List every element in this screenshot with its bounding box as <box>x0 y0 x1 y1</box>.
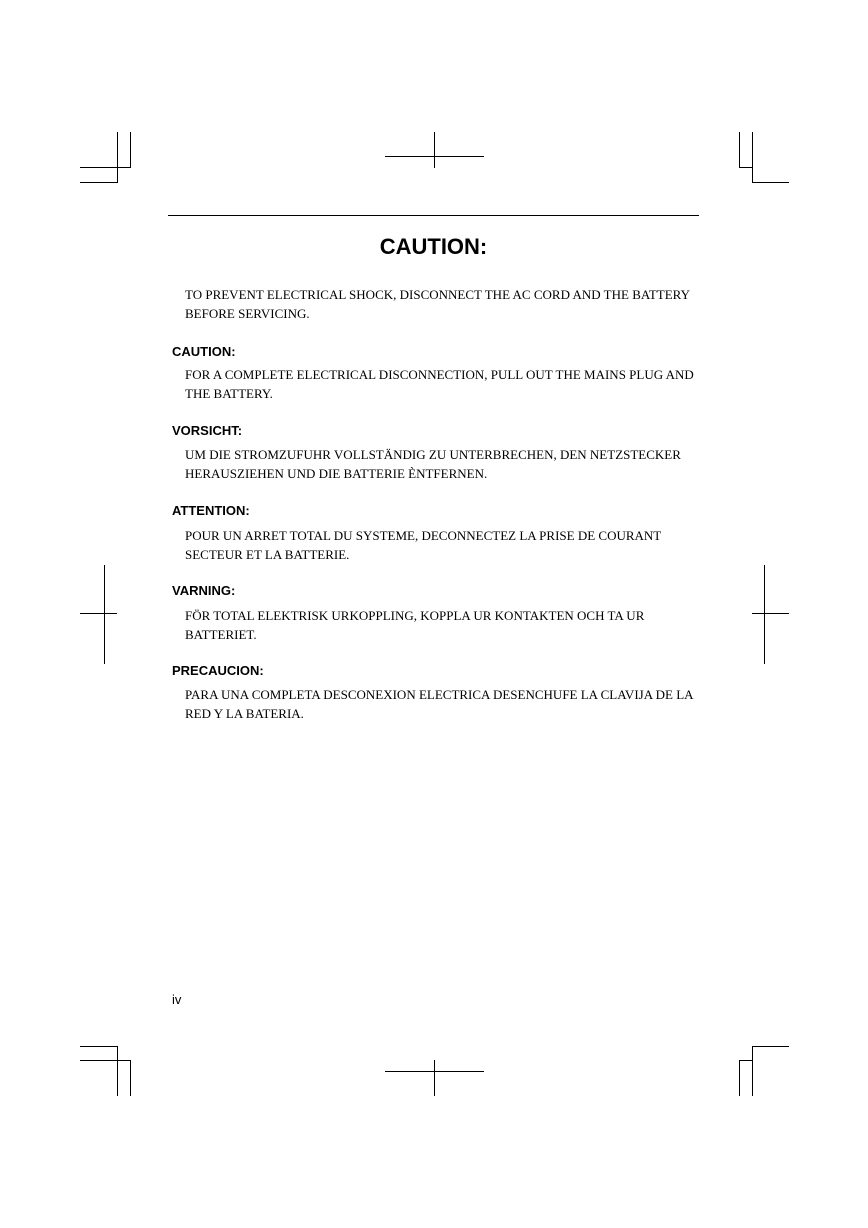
header-rule <box>168 215 699 216</box>
crop-mark <box>752 1046 789 1047</box>
section-heading-varning: VARNING: <box>172 583 236 598</box>
section-heading-caution: CAUTION: <box>172 344 236 359</box>
page-number: iv <box>172 992 182 1007</box>
section-heading-precaucion: PRECAUCION: <box>172 663 264 678</box>
page-title: CAUTION: <box>379 234 488 259</box>
section-heading-vorsicht: VORSICHT: <box>172 423 243 438</box>
crop-mark <box>80 1060 131 1061</box>
crop-mark <box>752 182 789 183</box>
crop-mark <box>117 1046 118 1096</box>
registration-mark <box>764 565 765 664</box>
crop-mark <box>130 1060 131 1096</box>
section-body-attention: POUR UN ARRET TOTAL DU SYSTEME, DECONNECTEZ LA PRISE DE COURANT SECTEUR ET LA BATTERIE. <box>185 528 662 562</box>
section-body-caution: FOR A COMPLETE ELECTRICAL DISCONNECTION, PULL OUT THE MAINS PLUG AND THE BATTERY. <box>185 367 694 401</box>
crop-mark <box>739 1060 753 1061</box>
registration-mark <box>104 565 105 664</box>
registration-mark <box>752 613 789 614</box>
section-heading-attention: ATTENTION: <box>172 503 250 518</box>
crop-mark <box>739 1060 740 1096</box>
crop-mark <box>752 1046 753 1096</box>
registration-mark <box>80 613 117 614</box>
registration-mark <box>434 132 435 168</box>
crop-mark <box>752 132 753 182</box>
intro-paragraph: TO PREVENT ELECTRICAL SHOCK, DISCONNECT THE AC CORD AND THE BATTERY BEFORE SERVICING. <box>185 287 690 321</box>
section-body-precaucion: PARA UNA COMPLETA DESCONEXION ELECTRICA DESENCHUFE LA CLAVIJA DE LA RED Y LA BATERIA. <box>185 687 693 721</box>
crop-mark <box>739 167 753 168</box>
crop-mark <box>117 132 118 182</box>
crop-mark <box>739 132 740 168</box>
registration-mark <box>434 1060 435 1096</box>
crop-mark <box>80 182 118 183</box>
crop-mark <box>80 167 131 168</box>
section-body-varning: FÖR TOTAL ELEKTRISK URKOPPLING, KOPPLA UR KONTAKTEN OCH TA UR BATTERIET. <box>185 608 645 642</box>
section-body-vorsicht: UM DIE STROMZUFUHR VOLLSTÄNDIG ZU UNTERBRECHEN, DEN NETZSTECKER HERAUSZIEHEN UND DIE BATTERIE ÈNTFERNEN. <box>185 447 681 481</box>
crop-mark <box>80 1046 118 1047</box>
crop-mark <box>130 132 131 168</box>
